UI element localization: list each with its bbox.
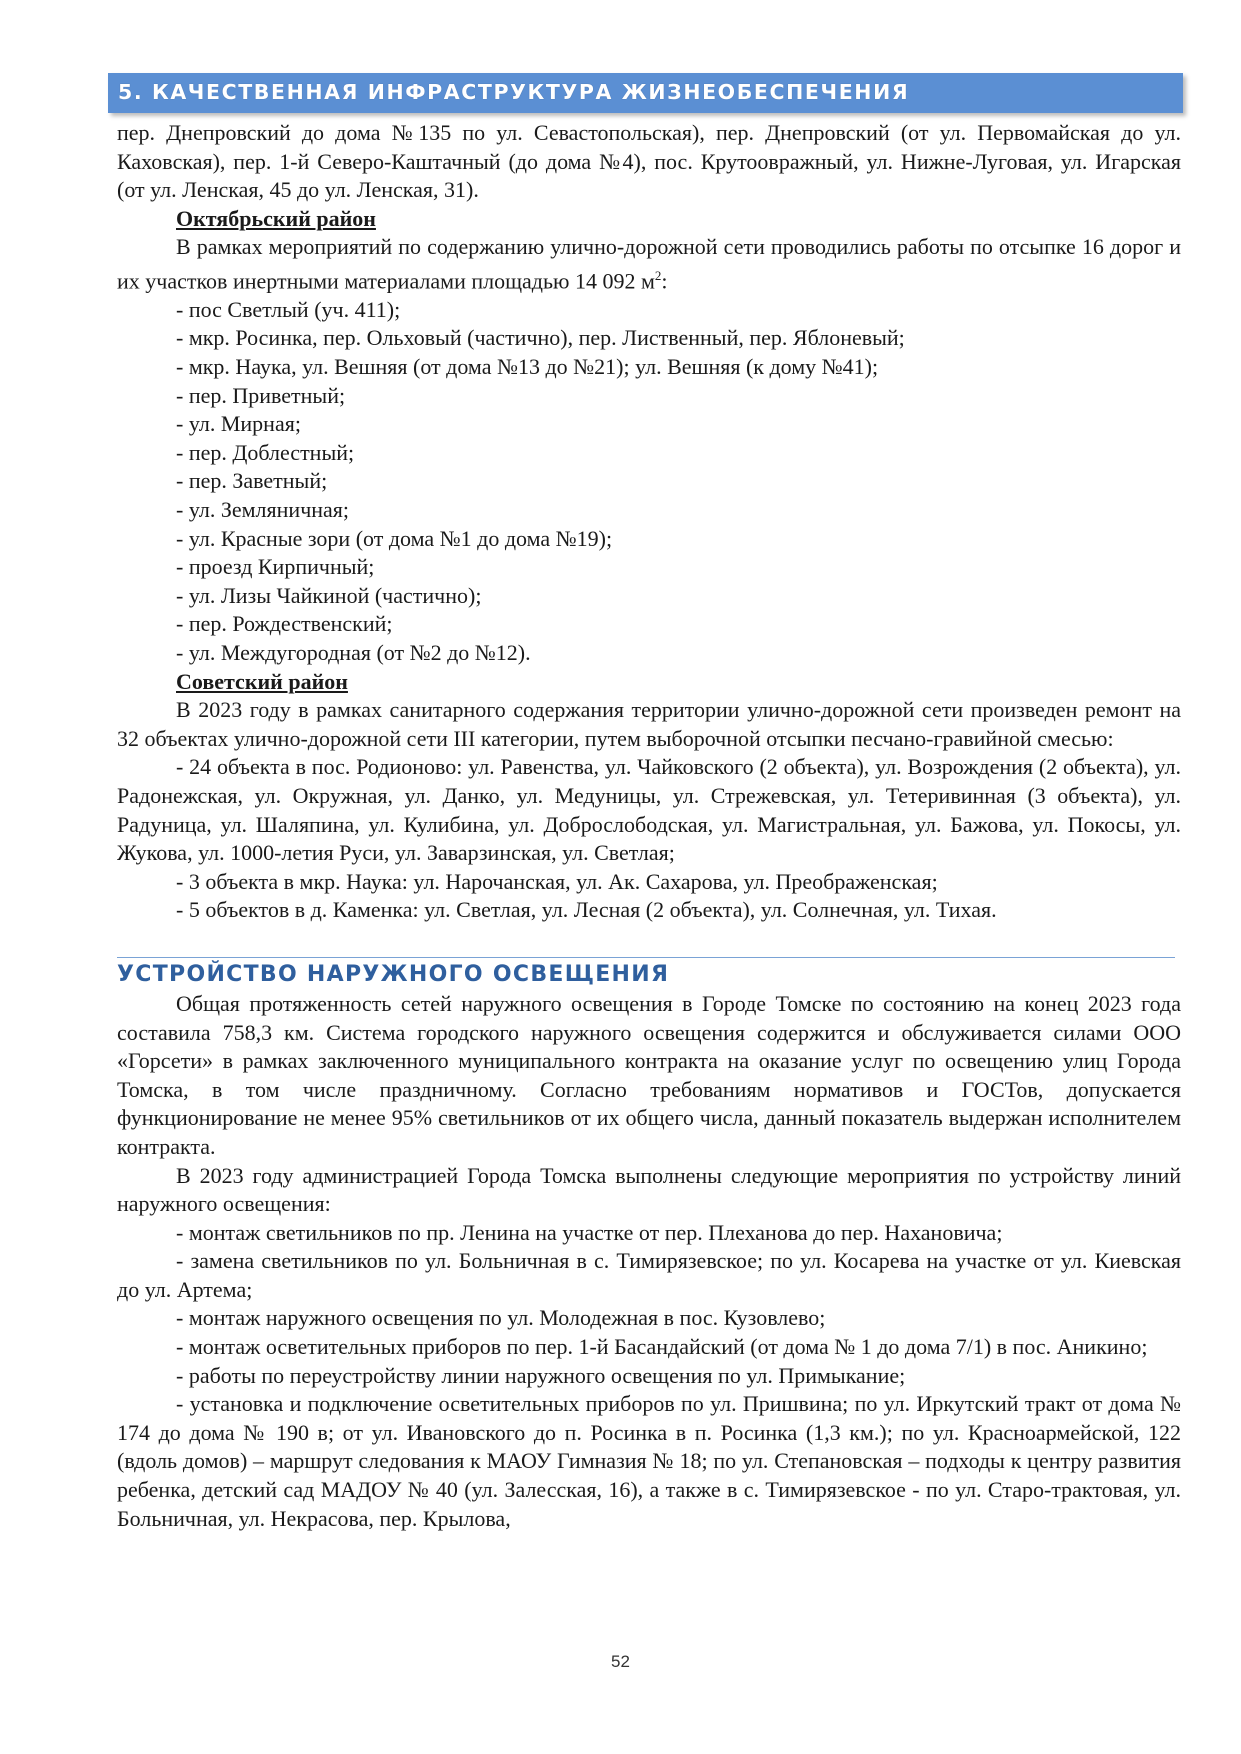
list-item: - пер. Заветный;	[176, 468, 328, 494]
list-item: - ул. Земляничная;	[176, 497, 350, 523]
lighting-section-title: УСТРОЙСТВО НАРУЖНОГО ОСВЕЩЕНИЯ	[117, 957, 1175, 990]
oktyabrsky-paragraph-text: В рамках мероприятий по содержанию улично-дорожной сети проводились работы по отсыпке 16 дорог и их участков инертными материалами площадью 14 092 м	[117, 234, 1181, 294]
section-header-title: 5. КАЧЕСТВЕННАЯ ИНФРАСТРУКТУРА ЖИЗНЕОБЕСПЕЧЕНИЯ	[118, 80, 910, 104]
list-item: - мкр. Наука, ул. Вешняя (от дома №13 до №21); ул. Вешняя (к дому №41);	[176, 354, 879, 380]
list-item: - ул. Лизы Чайкиной (частично);	[176, 582, 482, 608]
list-item: - монтаж светильников по пр. Ленина на участке от пер. Плеханова до пер. Нахановича;	[176, 1219, 1003, 1245]
list-item: - 5 объектов в д. Каменка: ул. Светлая, ул. Лесная (2 объекта), ул. Солнечная, ул. Тихая.	[176, 897, 997, 923]
list-item: - ул. Красные зори (от дома №1 до дома №19);	[176, 525, 613, 551]
document-body	[117, 119, 1181, 1533]
list-item: - 3 объекта в мкр. Наука: ул. Нарочанская, ул. Ак. Сахарова, ул. Преображенская;	[176, 868, 938, 894]
lighting-paragraph-2: В 2023 году администрацией Города Томска выполнены следующие мероприятия по устройству линий наружного освещения:	[117, 1162, 1181, 1217]
list-item: - работы по переустройству линии наружного освещения по ул. Примыкание;	[176, 1362, 906, 1388]
list-item: - монтаж осветительных приборов по пер. 1-й Басандайский (от дома № 1 до дома 7/1) в пос. Аникино;	[176, 1334, 1148, 1360]
section-spacer	[117, 925, 1181, 957]
oktyabrsky-paragraph	[117, 233, 1181, 296]
list-item: - пос Светлый (уч. 411);	[176, 296, 401, 322]
list-item: - 24 объекта в пос. Родионово: ул. Равенства, ул. Чайковского (2 объекта), ул. Возрождения (2 объекта), ул. Радонежская, ул. Окружная, ул. Данко, ул. Медуницы, ул. Стрежевская, ул. Тетеривинная (3 объекта), ул. Радуница, ул. Шаляпина, ул. Кулибина, ул. Доброслободская, ул. Магистральная, ул. Бажова, ул. Покосы, ул. Жукова, ул. 1000-летия Руси, ул. Заварзинская, ул. Светлая;	[117, 754, 1181, 866]
square-meter-superscript: 2	[654, 267, 662, 283]
list-item: - ул. Междугородная (от №2 до №12).	[176, 640, 531, 666]
district-heading-sovetsky: Советский район	[176, 668, 348, 694]
list-item: - пер. Доблестный;	[176, 439, 355, 465]
intro-paragraph: пер. Днепровский до дома №135 по ул. Севастопольская), пер. Днепровский (от ул. Первомайская до ул. Каховская), пер. 1-й Северо-Каштачный (до дома №4), пос. Крутооврaжный, ул. Нижне-Луговая, ул. Игарская (от ул. Ленская, 45 до ул. Ленская, 31).	[117, 120, 1181, 203]
list-item: - монтаж наружного освещения по ул. Молодежная в пос. Кузовлево;	[176, 1305, 826, 1331]
oktyabrsky-paragraph-end: :	[661, 268, 668, 294]
list-item: - установка и подключение осветительных приборов по ул. Пришвина; по ул. Иркутский тракт от дома № 174 до дома № 190 в; от ул. Ивановского до п. Росинка в п. Росинка (1,3 км.); по ул. Красноармейской, 122 (вдоль домов) – маршрут следования к МАОУ Гимназия № 18; по ул. Степановская – подходы к центру развития ребенка, детский сад МАДОУ № 40 (ул. Залесская, 16), а также в с. Тимирязевское - по ул. Старо-трактовая, ул. Больничная, ул. Некрасова, пер. Крылова,	[117, 1391, 1181, 1531]
lighting-paragraph-1: Общая протяженность сетей наружного освещения в Городе Томске по состоянию на конец 2023 года составила 758,3 км. Система городского наружного освещения содержится и обслуживается силами ООО «Горсети» в рамках заключенного муниципального контракта на оказание услуг по освещению улиц Города Томска, в том числе праздничному. Согласно требованиям нормативов и ГОСТов, допускается функционирование не менее 95% светильников от их общего числа, данный показатель выдержан исполнителем контракта.	[117, 990, 1181, 1159]
list-item: - ул. Мирная;	[176, 411, 301, 437]
district-heading-oktyabrsky: Октябрьский район	[176, 205, 376, 231]
list-item: - пер. Рождественский;	[176, 611, 393, 637]
list-item: - замена светильников по ул. Больничная в с. Тимирязевское; по ул. Косарева на участке от ул. Киевская до ул. Артема;	[117, 1248, 1181, 1302]
list-item: - пер. Приветный;	[176, 382, 346, 408]
page-number: 52	[611, 1652, 630, 1671]
list-item: - мкр. Росинка, пер. Ольховый (частично), пер. Лиственный, пер. Яблоневый;	[176, 325, 905, 351]
sovetsky-paragraph: В 2023 году в рамках санитарного содержания территории улично-дорожной сети произведен ремонт на 32 объектах улично-дорожной сети III категории, путем выборочной отсыпки песчано-гравийной смесью:	[117, 697, 1181, 751]
list-item: - проезд Кирпичный;	[176, 554, 375, 580]
